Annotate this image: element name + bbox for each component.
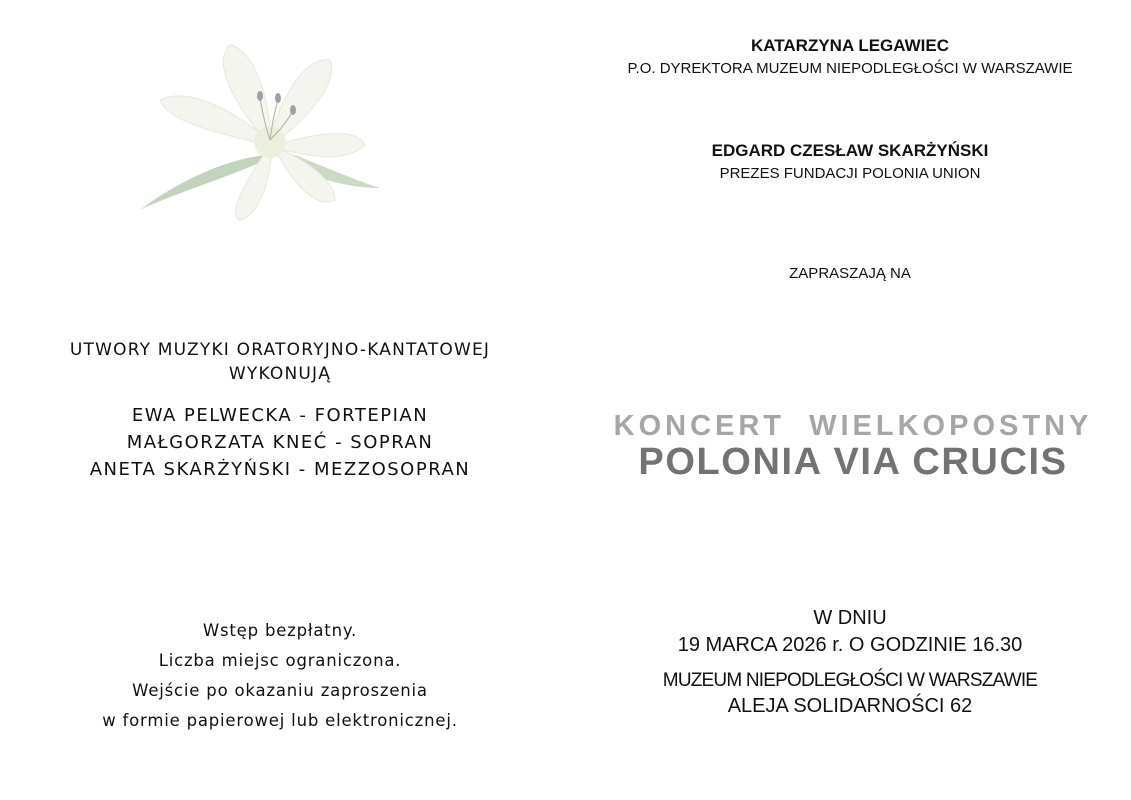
program-section [40,338,520,483]
host-name: KATARZYNA LEGAWIEC [750,36,949,55]
venue-block [590,669,1110,719]
program-subheading: WYKONUJĄ [228,364,332,384]
info-line: Wstęp bezpłatny. [202,621,358,640]
concert-title: POLONIA VIA CRUCIS [638,441,1068,483]
venue-address: ALEJA SOLIDARNOŚCI 62 [727,695,973,717]
performer-list [40,402,520,483]
host-name: EDGARD CZESŁAW SKARŻYŃSKI [711,141,989,160]
performer-item: MAŁGORZATA KNEĆ - SOPRAN [126,432,434,453]
info-line: Liczba miejsc ograniczona. [158,651,402,670]
host-block [590,34,1110,80]
invite-text: ZAPRASZAJĄ NA [789,265,911,282]
concert-heading [590,408,1116,482]
host-role: PREZES FUNDACJI POLONIA UNION [719,165,981,182]
date-label: W DNIU [813,607,887,629]
info-line: w formie papierowej lub elektronicznej. [102,711,458,730]
admission-info [60,616,500,736]
lily-illustration [130,30,400,230]
info-line: Wejście po okazaniu zaproszenia [132,681,428,700]
host-role: P.O. DYREKTORA MUZEUM NIEPODLEGŁOŚCI W WARSZAWIE [627,60,1073,77]
concert-subtitle: KONCERT WIELKOPOSTNY [613,410,1093,442]
event-details [590,605,1110,719]
venue-name: MUZEUM NIEPODLEGŁOŚCI W WARSZAWIE [662,670,1038,691]
date-time: 19 MARCA 2026 r. O GODZINIE 16.30 [677,634,1023,656]
performer-item: EWA PELWECKA - FORTEPIAN [131,405,429,426]
program-heading: UTWORY MUZYKI ORATORYJNO-KANTATOWEJ [69,340,491,360]
host-block [590,139,1110,185]
performer-item: ANETA SKARŻYŃSKI - MEZZOSOPRAN [89,459,471,480]
